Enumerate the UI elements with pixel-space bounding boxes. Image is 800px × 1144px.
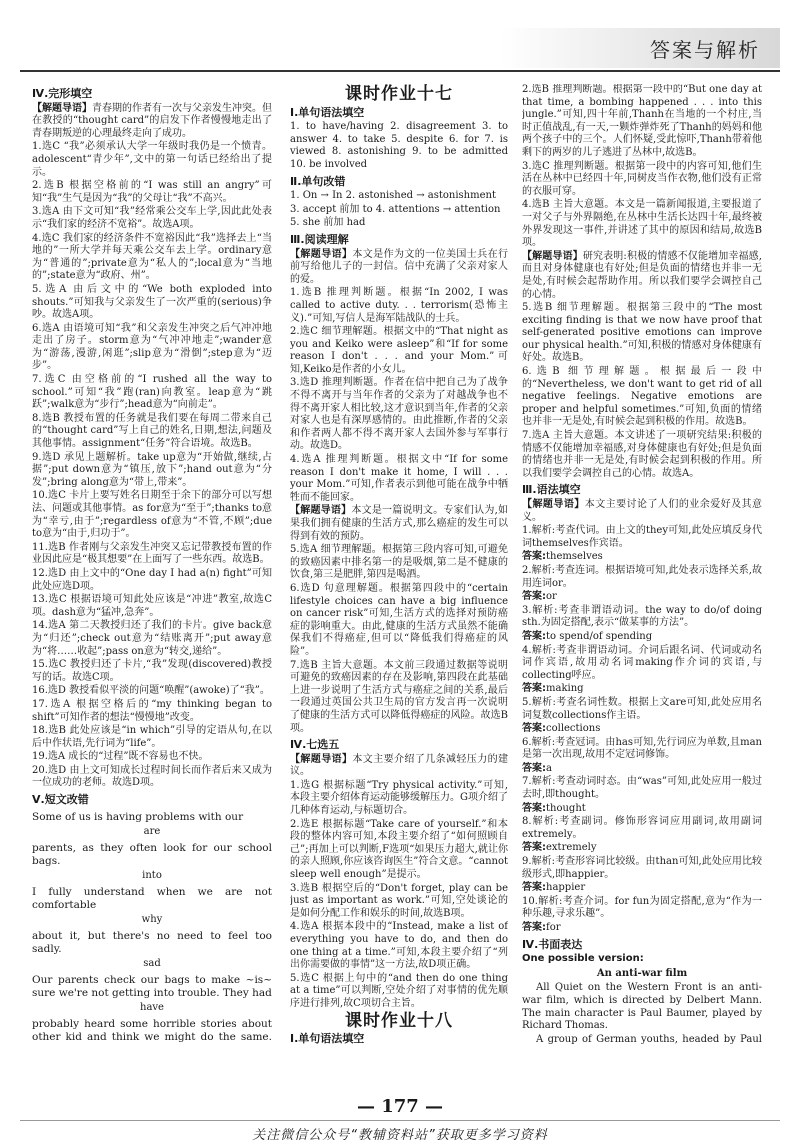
footer-rule (20, 1120, 780, 1121)
answer-label: 答案: (522, 922, 546, 933)
essay-title: An anti-war film (596, 967, 688, 979)
answer-item: 17.选A 根据空格后的“my thinking began to shift”可知作者的想法“慢慢地”改变。 (32, 698, 272, 723)
answer-label: 答案: (522, 882, 546, 894)
answer-label: 答案: (522, 723, 546, 735)
answer-item: 5.选A 细节理解题。根据第三段内容可知,可避免的致癌因素中排名第一的是吸烟,第二是不健康的饮食,第三是肥胖,第四是喝酒。 (290, 544, 508, 581)
column-middle (290, 84, 508, 1044)
answer-value: or (546, 591, 557, 603)
answer-item: 9.选D 承见上题解析。take up意为“开始做,继续,占据”;put down意为“镇压,放下”;hand out意为“分发”;bring along意为“带上,带来”。 (32, 451, 272, 488)
l17-sec1-answers: 1. to have/having 2. disagreement 3. to answer 4. to take 5. despite 6. for 7. is viewed 8. astonishing 9. to be admitted 10. be involved (290, 121, 508, 170)
guide-label: 【解题导语】 (522, 499, 585, 510)
answer-item: 2.选B 推理判断题。根据第一段中的“But one day at that time, a bombing happened . . . into this jungle.”可知,四十年前,Thanh在当地的一个村庄,当时正值战乱,有一天,一颗炸弹炸死了Thanh的妈妈和他两个孩子中的三个。人们怀疑,受此惊吓,Thanh带着他剩下的两岁的儿子逃进了丛林中,故选B。 (522, 84, 762, 158)
correction-line: parents, as they often look for our school bags. (32, 841, 272, 867)
grammar-analysis: 4.解析:考查非谓语动词。介词后跟名词、代词或动名词作宾语,故用动名词making作介词的宾语,与collecting呼应。 (522, 644, 762, 681)
answer-value: collections (546, 723, 601, 735)
page-number: — 177 — (356, 1096, 444, 1117)
answer-value: for (546, 922, 561, 933)
answer-label: 答案: (522, 683, 546, 695)
guide-text: 本文主要讨论了人们的业余爱好及其意义。 (522, 499, 762, 523)
page-header (20, 0, 780, 70)
l17-sec2-item: 1. On → In 2. astonished → astonishment (290, 190, 496, 202)
cloze-items (32, 141, 272, 790)
grammar-analysis: 5.解析:考查名词性数。根据上文are可知,此处应用名词复数collections作主语。 (522, 696, 762, 721)
section-cloze-title: Ⅳ.完形填空 (32, 87, 93, 100)
grammar-answer (522, 922, 762, 935)
grammar-analysis: 10.解析:考查介词。for fun为固定搭配,意为“作为一种乐趣,寻求乐趣”。 (522, 895, 762, 920)
guide-text: 本文主要介绍了几条减轻压力的建议。 (290, 753, 508, 778)
answer-item: 14.选A 第二天教授归还了我们的卡片。give back意为“归还”;check out意为“结账离开”;put away意为“将……收起”;pass on意为“转交,递给”。 (32, 620, 272, 657)
guide-label: 【解题导语】 (290, 753, 353, 765)
answer-item: 3.选C 推理判断题。根据第一段中的内容可知,他们生活在丛林中已经四十年,同树皮当作衣物,他们没有正常的衣服可穿。 (522, 160, 762, 197)
l18-guide-c (522, 499, 762, 524)
answer-label: 答案: (522, 842, 546, 854)
column-right (522, 84, 762, 1044)
grammar-answer (522, 683, 762, 696)
answer-label: 答案: (522, 591, 546, 603)
guide-label: 【解题导语】 (32, 102, 92, 114)
header-title: 答案与解析 (650, 38, 760, 62)
grammar-analysis: 9.解析:考查形容词比较级。由than可知,此处应用比较级形式,即happier。 (522, 856, 762, 880)
column-left (32, 84, 272, 1044)
correction-line: Our parents check our bags to make ~is~ sure we're not getting into trouble. They had (32, 973, 272, 999)
version-label: One possible version: (522, 953, 644, 965)
answer-item: 2.选C 细节理解题。根据文中的“That night as you and Keiko were asleep”和“If for some reason I don't . . . and your Mom.”可知,Keiko是作者的小女儿。 (290, 326, 508, 375)
answer-item: 6.选A 由语境可知“我”和父亲发生冲突之后气冲冲地走出了房子。storm意为“气冲冲地走”;wander意为“游荡,漫游,闲逛”;slip意为“滑倒”;step意为“迈步”。 (32, 322, 272, 372)
footer-promo: 关注微信公众号“教辅资料站”获取更多学习资料 (252, 1128, 548, 1143)
answer-value: a (546, 762, 552, 774)
grammar-analysis: 7.解析:考查动词时态。由“was”可知,此处应用一般过去时,即thought。 (522, 776, 762, 801)
essay (522, 968, 762, 1044)
l17-guide-b (290, 505, 508, 543)
answer-item: 1.选G 根据标题“Try physical activity.”可知,本段主要介绍体育运动能够缓解压力。G项介绍了几种体育运动,与标题切合。 (290, 779, 508, 817)
correction-fix: why (141, 913, 163, 925)
answer-item: 16.选D 教授看似平淡的问题“唤醒”(awoke)了“我”。 (32, 685, 270, 697)
guide-label: 【解题导语】 (522, 250, 583, 262)
guide-label: 【解题导语】 (290, 505, 352, 517)
grammar-answer (522, 803, 762, 816)
answer-item: 1.选B 推理判断题。根据“In 2002, I was called to active duty. . . terrorism(恐怖主义).”可知,写信人是海军陆战队的士兵。 (290, 287, 508, 324)
answer-item: 4.选B 主旨大意题。本文是一篇新闻报道,主要报道了一对父子与外界隔绝,在丛林中生活长达四十年,最终被外界发现这一事件,并讲述了其中的原因和结局,故选B项。 (522, 199, 762, 249)
answer-item: 3.选B 根据空后的“Don't forget, play can be just as important as work.”可知,空处谈论的是如何分配工作和娱乐的时间,故选B项。 (290, 882, 508, 919)
answer-item: 18.选B 此处应该是“in which”引导的定语从句,在以后中作状语,先行词为“life”。 (32, 725, 272, 749)
l17-guide-c (290, 754, 508, 779)
answer-item: 8.选B 教授布置的任务就是我们要在每周二带来自己的“thought card”写上自己的姓名,日期,想法,问题及其他事情。assignment“任务”符合语境。故选B。 (32, 412, 272, 450)
guide-text: 本文是一篇说明文。专家们认为,如果我们拥有健康的生活方式,那么癌症的发生可以得到有效的预防。 (290, 505, 508, 542)
answer-item: 4.选A 推理判断题。根据文中“If for some reason I don't make it home, I will . . . your Mom.”可知,作者表示到他可能在战争中牺牲而不能回家。 (290, 454, 508, 503)
answer-value: thought (546, 802, 586, 814)
answer-item: 1.选C “我”必须承认大学一年级时我仍是一个愤青。adolescent“青少年”,文中的第一句话已经给出了提示。 (32, 141, 272, 178)
grammar-answer (522, 882, 762, 895)
answer-item: 7.选A 主旨大意题。本文讲述了一项研究结果:积极的情感不仅能增加幸福感,对身体健康也有好处;但是负面的情绪也并非一无是处,有时候会起到积极的作用。所以我们要学会调控自己的心情。故选A。 (522, 430, 762, 479)
l17-sec1-title: Ⅰ.单句语法填空 (290, 105, 365, 119)
correction-fix: are (143, 825, 161, 837)
correction-fix: have (140, 1001, 164, 1013)
answer-label: 答案: (522, 762, 546, 774)
answer-item: 19.选A 成长的“过程”既不容易也不快。 (32, 751, 209, 763)
answer-item: 4.选A 根据本段中的“Instead, make a list of everything you have to do, and then do one thing at a time.”可知,本段主要介绍了“列出你需要做的事情”这一方法,故D项正确。 (290, 921, 508, 971)
answer-item: 6.选D 句意理解题。根据第四段中的“certain lifestyle choices can have a big influence on cancer risk”可知,生活方式的选择对预防癌症的影响重大。由此,健康的生活方式虽然不能确保我们不得癌症,但可以“降低我们得癌症的风险”。 (290, 582, 508, 657)
correction-fix: sad (143, 957, 161, 969)
l18-sec1-title: Ⅰ.单句语法填空 (290, 1032, 365, 1044)
answer-value: to spend/of spending (546, 630, 653, 642)
answer-item: 13.选C 根据语境可知此处应该是“冲进”教室,故选C项。dash意为“猛冲,急奔”。 (32, 594, 272, 618)
l17-sec2-item: 3. accept 前加 to 4. attentions → attention (290, 203, 501, 215)
answer-value: extremely (546, 842, 597, 854)
correction-line: I fully understand when we are not comfortable (32, 885, 272, 911)
l17-sec2-item: 5. she 前加 had (290, 217, 366, 229)
answer-item: 10.选C 卡片上要写姓名日期至于余下的部分可以写想法、问题或其他事情。as for意为“至于”;thanks to意为“幸亏,由于”;regardless of意为“不管,不顾”;due to意为“由于,归功于”。 (32, 490, 272, 540)
l18-guide-b (522, 251, 762, 301)
correction-fix: into (142, 869, 162, 881)
correction-passage (32, 811, 272, 1044)
l17-guide-a (290, 249, 508, 287)
answer-item: 3.选A 由下文可知“我”经常乘公交车上学,因此此处表示“我们家的经济不宽裕”。故选A项。 (32, 206, 272, 230)
answer-label: 答案: (522, 551, 546, 563)
answer-item: 5.选A 由后文中的“We both exploded into shouts.”可知我与父亲发生了一次严重的(serious)争吵。故选A项。 (32, 283, 272, 321)
grammar-answer (522, 591, 762, 604)
answer-value: happier (546, 882, 586, 894)
answer-item: 11.选B 作者刚与父亲发生冲突又忘记带教授布置的作业因此应是“极其想要”在上面写了一些东西。故选B。 (32, 541, 272, 566)
answer-label: 答案: (522, 802, 546, 814)
answer-value: making (546, 683, 584, 695)
lesson-18-title: 课时作业十八 (345, 1010, 453, 1031)
grammar-answer (522, 723, 762, 736)
correction-line: probably heard some horrible stories about other kid and think we might do the same. (32, 1017, 272, 1043)
answer-item: 5.选C 根据上句中的“and then do one thing at a time”可以判断,空处介绍了对事情的优先顺序进行排列,故C项切合主旨。 (290, 972, 508, 1009)
guide-text: 本文是作为文的一位美国士兵在行前写给他儿子的一封信。信中充满了父亲对家人的爱。 (290, 248, 508, 285)
answer-item: 3.选D 推理判断题。作者在信中把自己为了战争不得不离开与当年作者的父亲为了对越战争也不得不离开家人相比较,这才意识到当年,作者的父亲对家人也是有深厚感情的。由此推断,作者的父亲和作者两人都不得不离开家人去国外参与军事行动。故选D。 (290, 377, 508, 452)
guide-text: 研究表明:积极的情感不仅能增加幸福感,而且对身体健康也有好处;但是负面的情绪也并非一无是处,有时候会起帮助作用。所以我们要学会调控自己的心情。 (522, 250, 762, 300)
answer-label: 答案: (522, 630, 546, 642)
l18-sec3-title: Ⅲ.语法填空 (522, 483, 581, 497)
answer-item: 2.选B 根据空格前的“I was still an angry”可知“我”生气是因为“我”的父母让“我”不高兴。 (32, 180, 272, 204)
answer-item: 4.选C 我们家的经济条件不宽裕因此“我”选择去上“当地的”一所大学并每天乘公交车去上学。ordinary意为“普通的”;private意为“私人的”;local意为“当地的”;state意为“政府、州”。 (32, 232, 272, 282)
answer-item: 6.选B 细节理解题。根据最后一段中的“Nevertheless, we don't want to get rid of all negative feelings. Negative emotions are proper and helpful sometimes.”可知,负面的情绪也并非一无是处,有时候会起到积极的作用。故选B。 (522, 366, 762, 428)
answer-item: 7.选C 由空格前的“I rushed all the way to school.”可知“我”跑(ran)向教室。leap意为“跳跃”;walk意为“步行”;head意为“向前走”。 (32, 374, 272, 411)
grammar-answer (522, 763, 762, 776)
answer-item: 20.选D 由上文可知成长过程时间长而作者后来又成为一位成功的老师。故选D项。 (32, 764, 272, 789)
grammar-analysis: 3.解析:考查非谓语动词。the way to do/of doing sth.为固定搭配,表示“做某事的方法”。 (522, 604, 762, 629)
l17-sec4-title: Ⅳ.七选五 (290, 738, 340, 752)
essay-paragraph: All Quiet on the Western Front is an anti-war film, which is directed by Delbert Mann. The main character is Paul Baumer, played by Richard Thomas. (522, 982, 762, 1032)
cloze-guide (32, 103, 272, 141)
l18-sec4-title: Ⅳ.书面表达 (522, 937, 583, 951)
section-correction-title: Ⅴ.短文改错 (32, 793, 89, 807)
guide-text: 青春期的作者有一次与父亲发生冲突。但在教授的“thought card”的启发下作者慢慢地走出了青春期叛逆的心理最终走向了成功。 (32, 102, 272, 139)
answer-value: themselves (546, 551, 603, 563)
guide-label: 【解题导语】 (290, 248, 353, 260)
lesson-17-title: 课时作业十七 (345, 84, 453, 104)
correction-line: Some of us is having problems with our (32, 810, 244, 823)
answer-item: 7.选B 主旨大意题。本文前三段通过数据等说明可避免的致癌因素的存在及影响,第四段在此基础上进一步说明了生活方式与癌症之间的关系,最后一段通过英国公共卫生局的官方发言再一次说明了健康的生活方式可以降低得癌症的风险。故选B项。 (290, 659, 508, 734)
grammar-analysis: 2.解析:考查连词。根据语境可知,此处表示选择关系,故用连词or。 (522, 564, 762, 589)
header-rule (20, 70, 780, 72)
grammar-analysis: 1.解析:考查代词。由上文的they可知,此处应填反身代词themselves作宾语。 (522, 525, 762, 549)
answer-item: 5.选B 细节理解题。根据第三段中的“The most exciting finding is that we now have proof that self-generated positive emotions can improve our physical health.”可知,积极的情感对身体健康有好处。故选B。 (522, 302, 762, 364)
grammar-answer (522, 842, 762, 855)
l17-sec3-title: Ⅲ.阅读理解 (290, 232, 349, 246)
correction-line: about it, but there's no need to feel too sadly. (32, 929, 272, 955)
answer-item: 15.选C 教授归还了卡片,“我”发现(discovered)教授写的话。故选C项。 (32, 659, 272, 683)
grammar-answer (522, 631, 762, 644)
essay-paragraph: A group of German youths, headed by Paul (536, 1033, 762, 1044)
grammar-analysis: 8.解析:考查副词。修饰形容词应用副词,故用副词extremely。 (522, 816, 762, 840)
answer-item: 12.选D 由上文中的“One day I had a(n) fight”可知此处应选D项。 (32, 567, 272, 592)
grammar-answer (522, 551, 762, 564)
l17-sec2-title: Ⅱ.单句改错 (290, 174, 346, 188)
answer-item: 2.选E 根据标题“Take care of yourself.”和本段的整体内容可知,本段主要介绍了“如何照顾自己”;再加上可以判断,F选项“如果压力超大,就让你的亲人照顾,你应该咨询医生”符合文意。“cannot sleep well enough”是提示。 (290, 818, 508, 881)
grammar-analysis: 6.解析:考查冠词。由has可知,先行词应为单数,且man是第一次出现,故用不定冠词修饰。 (522, 736, 762, 761)
